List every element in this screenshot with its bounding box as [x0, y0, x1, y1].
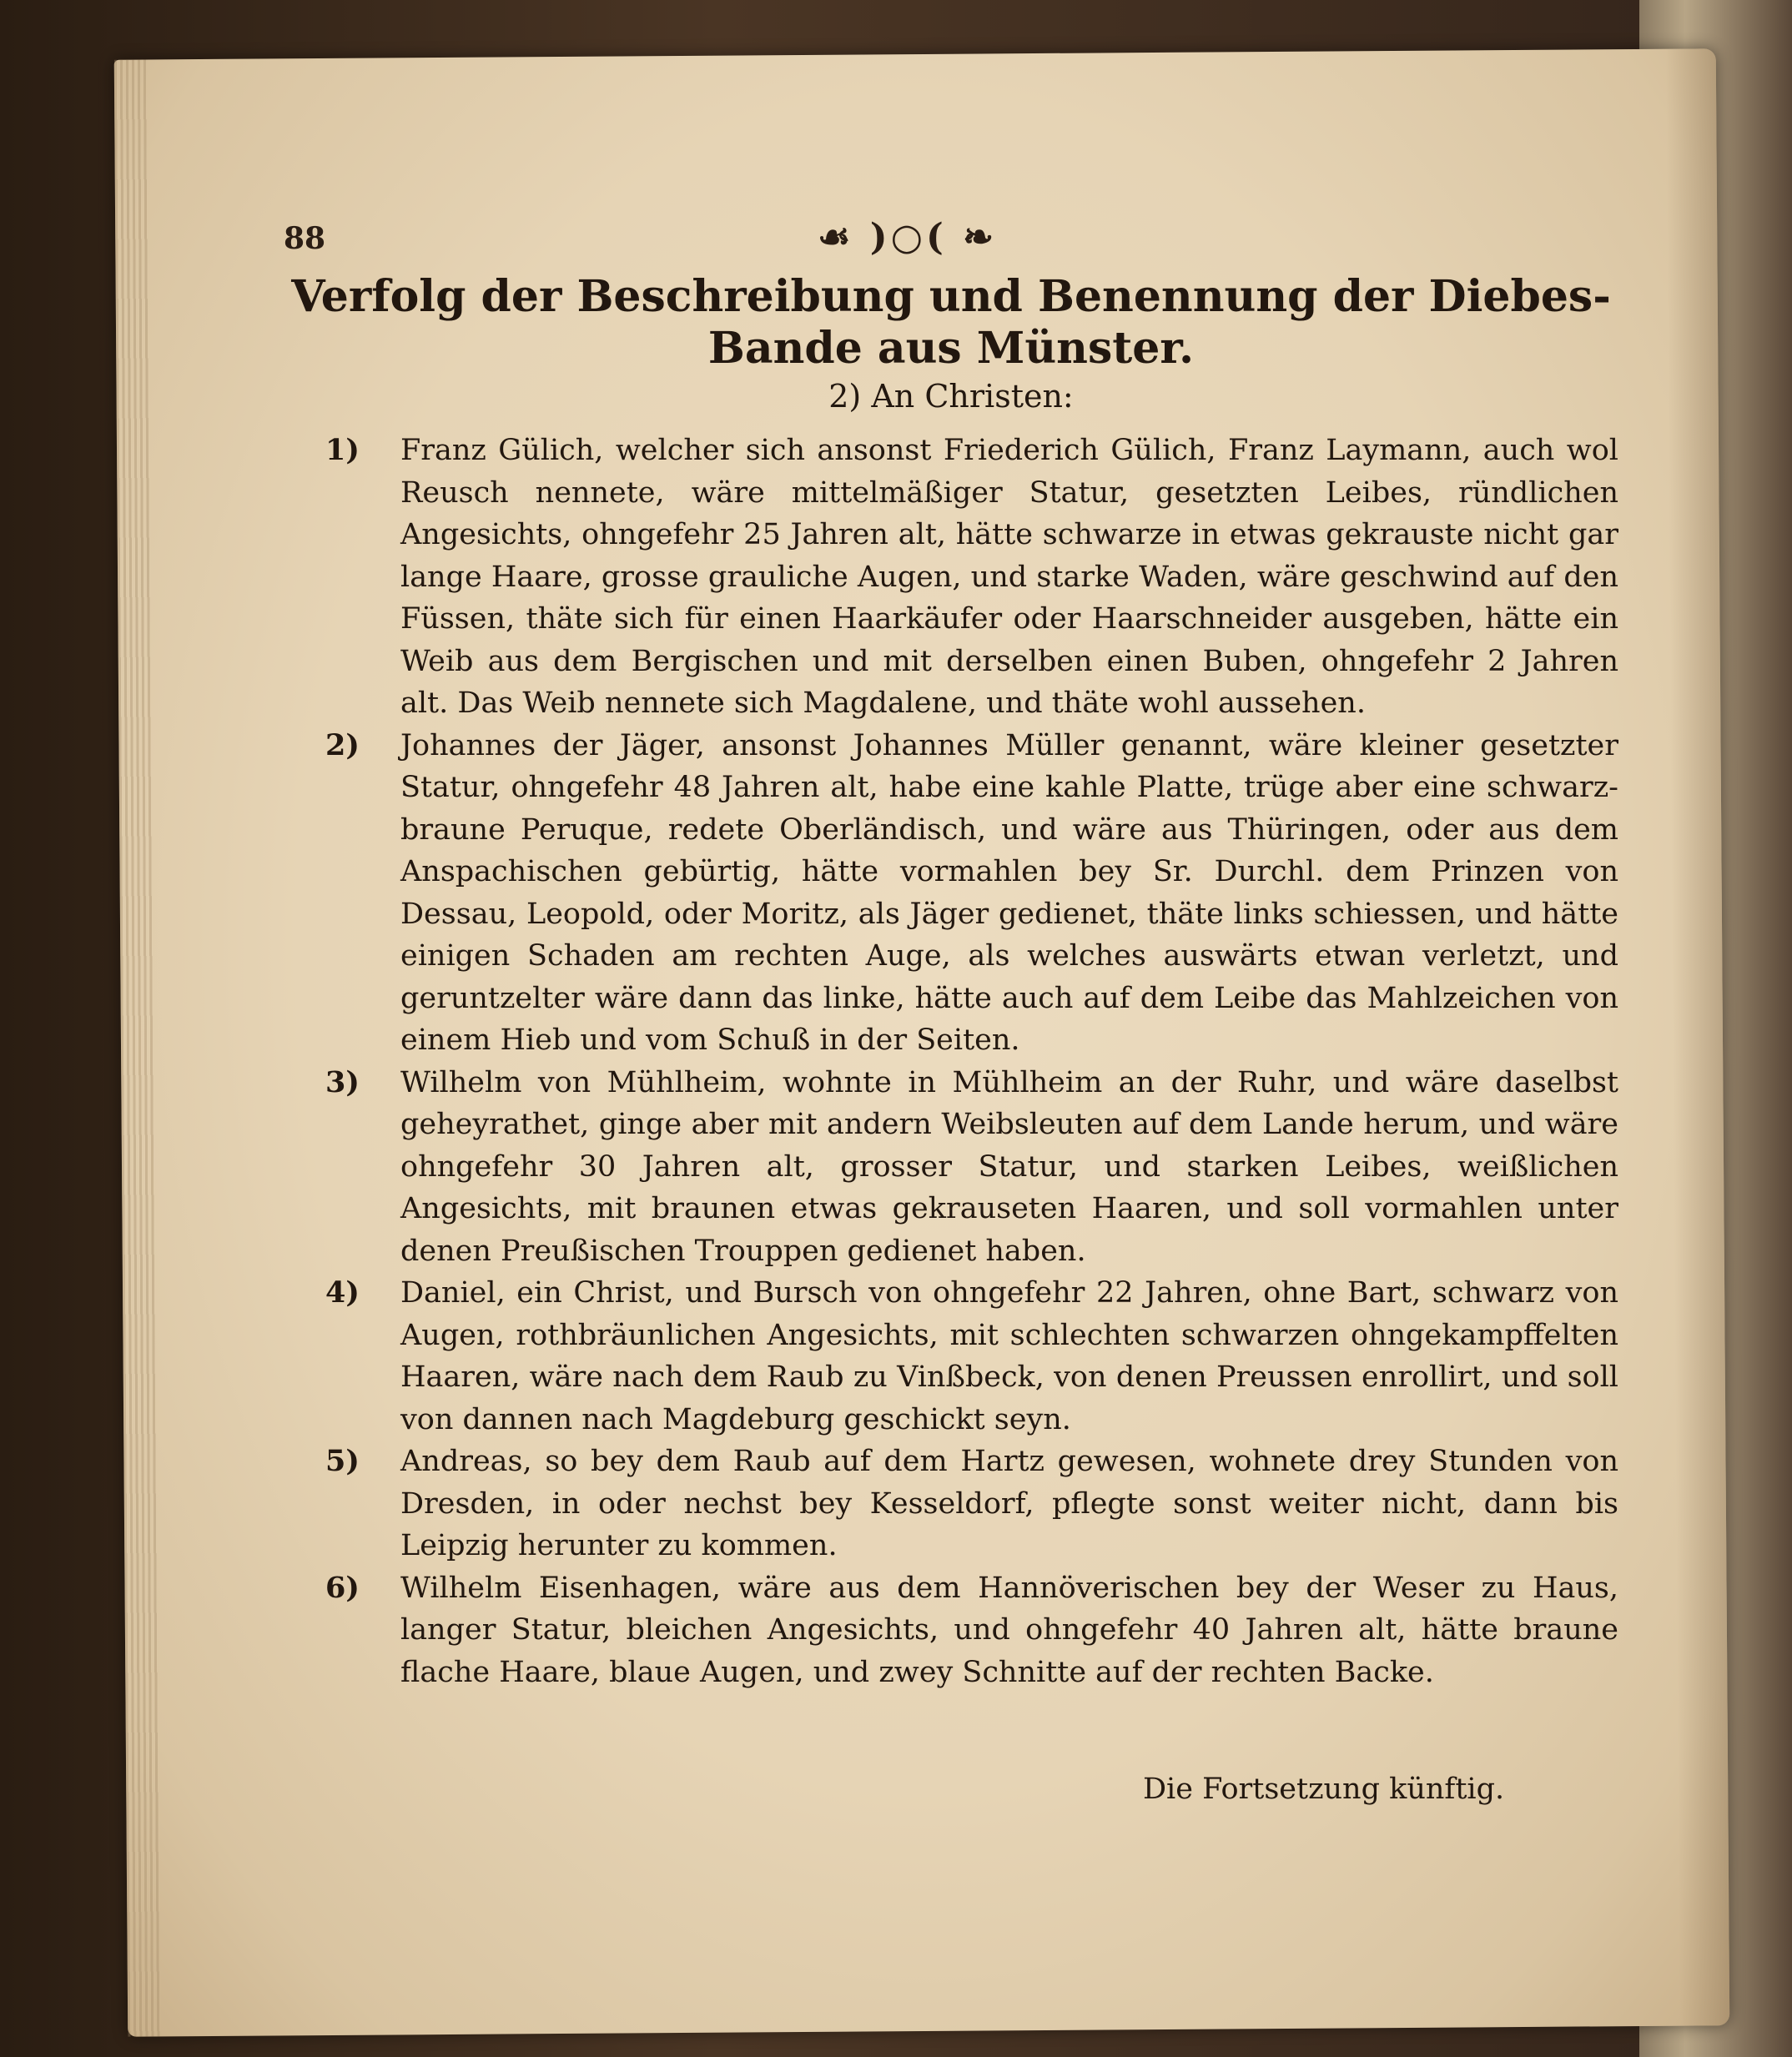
entry-number: 6) — [325, 1570, 360, 1605]
list-item — [325, 430, 1618, 725]
list-item — [325, 725, 1618, 1062]
continuation-note: Die Fortsetzung künftig. — [1143, 1773, 1505, 1806]
list-item — [325, 1272, 1618, 1441]
entry-number: 1) — [325, 433, 360, 467]
entry-text: Daniel, ein Christ, und Bursch von ohngefehr 22 Jahren, ohne Bart, schwarz von Augen, rothbräunlichen Angesichts, mit schlechten schwarzen ohngekampffelten Haaren, wäre nach dem Raub zu Vinßbeck, von denen Preussen enrollirt, und soll von dannen nach Magdeburg geschickt seyn. — [400, 1276, 1618, 1436]
entry-list — [325, 430, 1618, 1693]
entry-number: 4) — [325, 1275, 360, 1310]
entry-text: Wilhelm von Mühlheim, wohnte in Mühlheim an der Ruhr, und wäre daselbst geheyrathet, ginge aber mit andern Weibsleuten auf dem Lande herum, und wäre ohngefehr 30 Jahren alt, grosser Statur, und starken Leibes, weißlichen Angesichts, mit braunen etwas gekrauseten Haaren, und soll vormahlen unter denen Preußischen Trouppen gedienet haben. — [400, 1065, 1618, 1268]
list-item — [325, 1062, 1618, 1273]
page-number: 88 — [284, 221, 326, 256]
entry-number: 2) — [325, 727, 360, 762]
entry-text: Franz Gülich, welcher sich ansonst Friederich Gülich, Franz Laymann, auch wol Reusch nennete, wäre mittelmäßiger Statur, gesetzten Leibes, ründlichen Angesichts, ohngefehr 25 Jahren alt, hätte schwarze in etwas gekrauste nicht gar lange Haare, grosse grauliche Augen, und starke Waden, wäre geschwind auf den Füssen, thäte sich für einen Haarkäufer oder Haarschneider ausgeben, hätte ein Weib aus dem Bergischen und mit derselben einen Buben, ohngefehr 2 Jahren alt. Das Weib nennete sich Magdalene, und thäte wohl aussehen. — [400, 434, 1618, 720]
list-item — [325, 1567, 1618, 1694]
entry-text: Wilhelm Eisenhagen, wäre aus dem Hannöverischen bey der Weser zu Haus, langer Statur, bleichen Angesichts, und ohngefehr 40 Jahren alt, hätte braune flache Haare, blaue Augen, und zwey Schnitte auf der rechten Backe. — [400, 1571, 1618, 1689]
list-item — [325, 1441, 1618, 1567]
entry-text: Johannes der Jäger, ansonst Johannes Müller genannt, wäre kleiner gesetzter Statur, ohngefehr 48 Jahren alt, habe eine kahle Platte, trüge aber eine schwarz-braune Peruque, redete Oberländisch, und wäre aus Thüringen, oder aus dem Anspachischen gebürtig, hätte vormahlen bey Sr. Durchl. dem Prinzen von Dessau, Leopold, oder Moritz, als Jäger gedienet, thäte links schiessen, und hätte einigen Schaden am rechten Auge, als welches auswärts etwan verletzt, und geruntzelter wäre dann das linke, hätte auch auf dem Leibe das Mahlzeichen von einem Hieb und vom Schuß in der Seiten. — [400, 728, 1618, 1057]
page-title: Verfolg der Beschreibung und Benennung der Diebes-Bande aus Münster. — [291, 271, 1611, 374]
page-header — [284, 216, 1618, 271]
entry-number: 5) — [325, 1444, 360, 1478]
entry-text: Andreas, so bey dem Raub auf dem Hartz gewesen, wohnete drey Stunden von Dresden, in oder nechst bey Kesseldorf, pflegte sonst weiter nicht, dann bis Leipzig herunter zu kommen. — [400, 1445, 1618, 1562]
section-subtitle: 2) An Christen: — [828, 378, 1074, 415]
header-ornament: ☙ )○( ❧ — [818, 216, 997, 259]
entry-number: 3) — [325, 1064, 360, 1099]
